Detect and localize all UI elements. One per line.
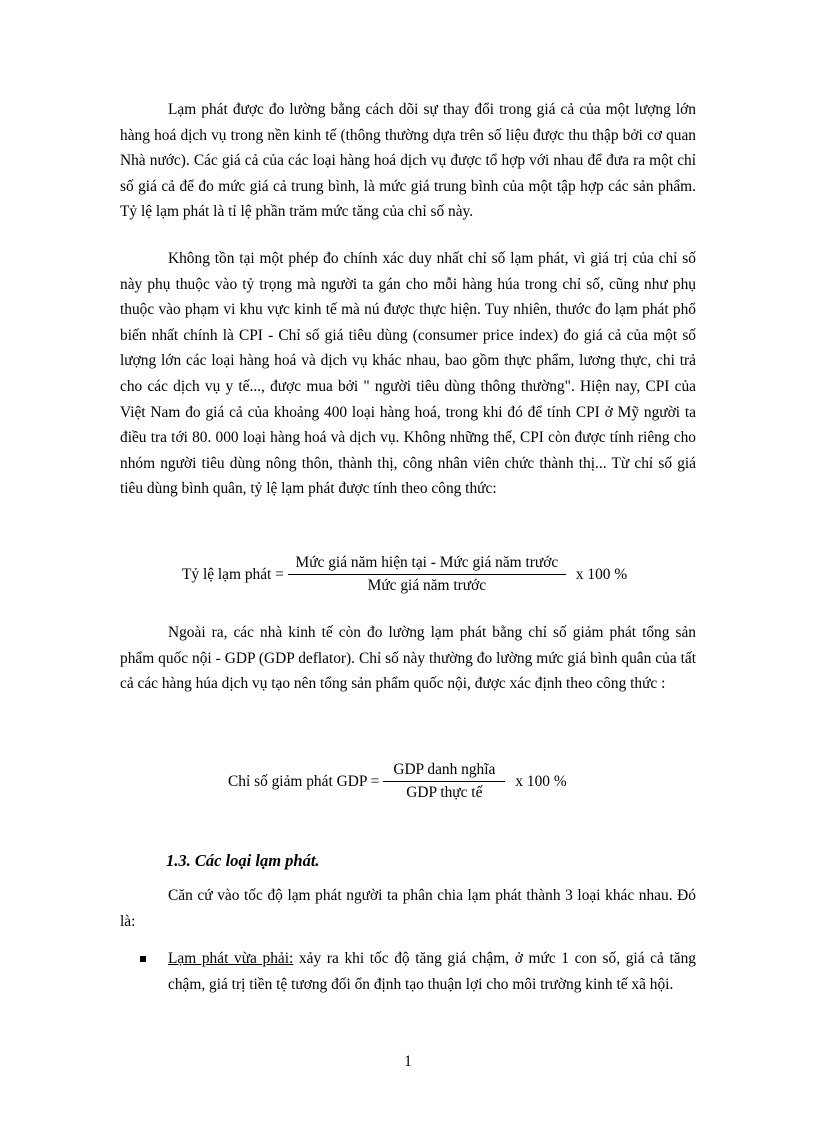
gdp-deflator-formula [228, 760, 567, 803]
bullet-term: Lạm phát vừa phải: [168, 950, 294, 967]
paragraph-4-text: Căn cứ vào tốc độ lạm phát người ta phân chia lạm phát thành 3 loại khác nhau. Đó là: [120, 887, 696, 930]
formula-1-multiplier: x 100 % [575, 565, 628, 583]
formula-2-label: Chỉ số giảm phát GDP = [228, 772, 380, 790]
bullet-body [168, 946, 696, 997]
formula-1-denominator: Mức giá năm trước [367, 577, 487, 594]
bullet-text: xảy ra khi tốc độ tăng giá chậm, ở mức 1 con số, giá cả tăng chậm, giá trị tiền tệ tương đối ổn định tạo thuận lợi cho môi trường kinh tế xã hội. [168, 950, 696, 993]
formula-2-multiplier: x 100 % [515, 772, 567, 790]
square-bullet-icon [140, 956, 146, 962]
formula-2-numerator: GDP danh nghĩa [383, 760, 505, 782]
paragraph-cpi [120, 246, 696, 502]
inflation-rate-formula [182, 553, 627, 596]
section-heading: 1.3. Các loại lạm phát. [166, 851, 320, 870]
formula-1-label: Tỷ lệ lạm phát = [182, 565, 284, 583]
paragraph-inflation-measurement [120, 97, 696, 225]
bullet-moderate-inflation [142, 946, 696, 997]
formula-1-numerator: Mức giá năm hiện tại - Mức giá năm trước [288, 553, 566, 575]
paragraph-2-text: Không tồn tại một phép đo chính xác duy nhất chỉ số lạm phát, vì giá trị của chỉ số này phụ thuộc vào tỷ trọng mà người ta gán cho mỗi hàng húa trong chỉ số, cũng như phụ thuộc vào phạm vi khu vực kinh tế mà nú được thực hiện. Tuy nhiên, thước đo lạm phát phổ biến nhất chính là CPI - Chỉ số giá tiêu dùng (consumer price index) đo giá cả của một số lượng lớn các loại hàng hoá và dịch vụ khác nhau, bao gồm thực phẩm, lương thực, chi trả cho các dịch vụ y tế..., được mua bởi " người tiêu dùng thông thường". Hiện nay, CPI của Việt Nam đo giá cả của khoảng 400 loại hàng hoá, trong khi đó để tính CPI ở Mỹ người ta điều tra tới 80. 000 loại hàng hoá và dịch vụ. Không những thế, CPI còn được tính riêng cho nhóm người tiêu dùng nông thôn, thành thị, công nhân viên chức thành thị... Từ chỉ số giá tiêu dùng bình quân, tỷ lệ lạm phát được tính theo công thức: [120, 250, 696, 498]
formula-2-fraction [383, 760, 505, 803]
formula-2-denominator: GDP thực tế [406, 784, 483, 801]
paragraph-1-text: Lạm phát được đo lường bằng cách dõi sự thay đổi trong giá cả của một lượng lớn hàng hoá dịch vụ trong nền kinh tế (thông thường dựa trên số liệu được thu thập bởi cơ quan Nhà nước). Các giá cả của các loại hàng hoá dịch vụ được tổ hợp với nhau để đưa ra một chỉ số giá cả để đo mức giá cả trung bình, là mức giá trung bình của một tập hợp các sản phẩm. Tỷ lệ lạm phát là tỉ lệ phần trăm mức tăng của chỉ số này. [120, 101, 696, 221]
paragraph-inflation-types [120, 883, 696, 934]
paragraph-3-text: Ngoài ra, các nhà kinh tế còn đo lường lạm phát bằng chỉ số giảm phát tổng sản phẩm quốc nội - GDP (GDP deflator). Chỉ số này thường đo lường mức giá bình quân của tất cả các hàng húa dịch vụ tạo nên tổng sản phẩm quốc nội, được xác định theo công thức : [120, 624, 696, 693]
page-number: 1 [404, 1053, 412, 1070]
paragraph-gdp-deflator [120, 620, 696, 697]
formula-1-fraction [288, 553, 566, 596]
